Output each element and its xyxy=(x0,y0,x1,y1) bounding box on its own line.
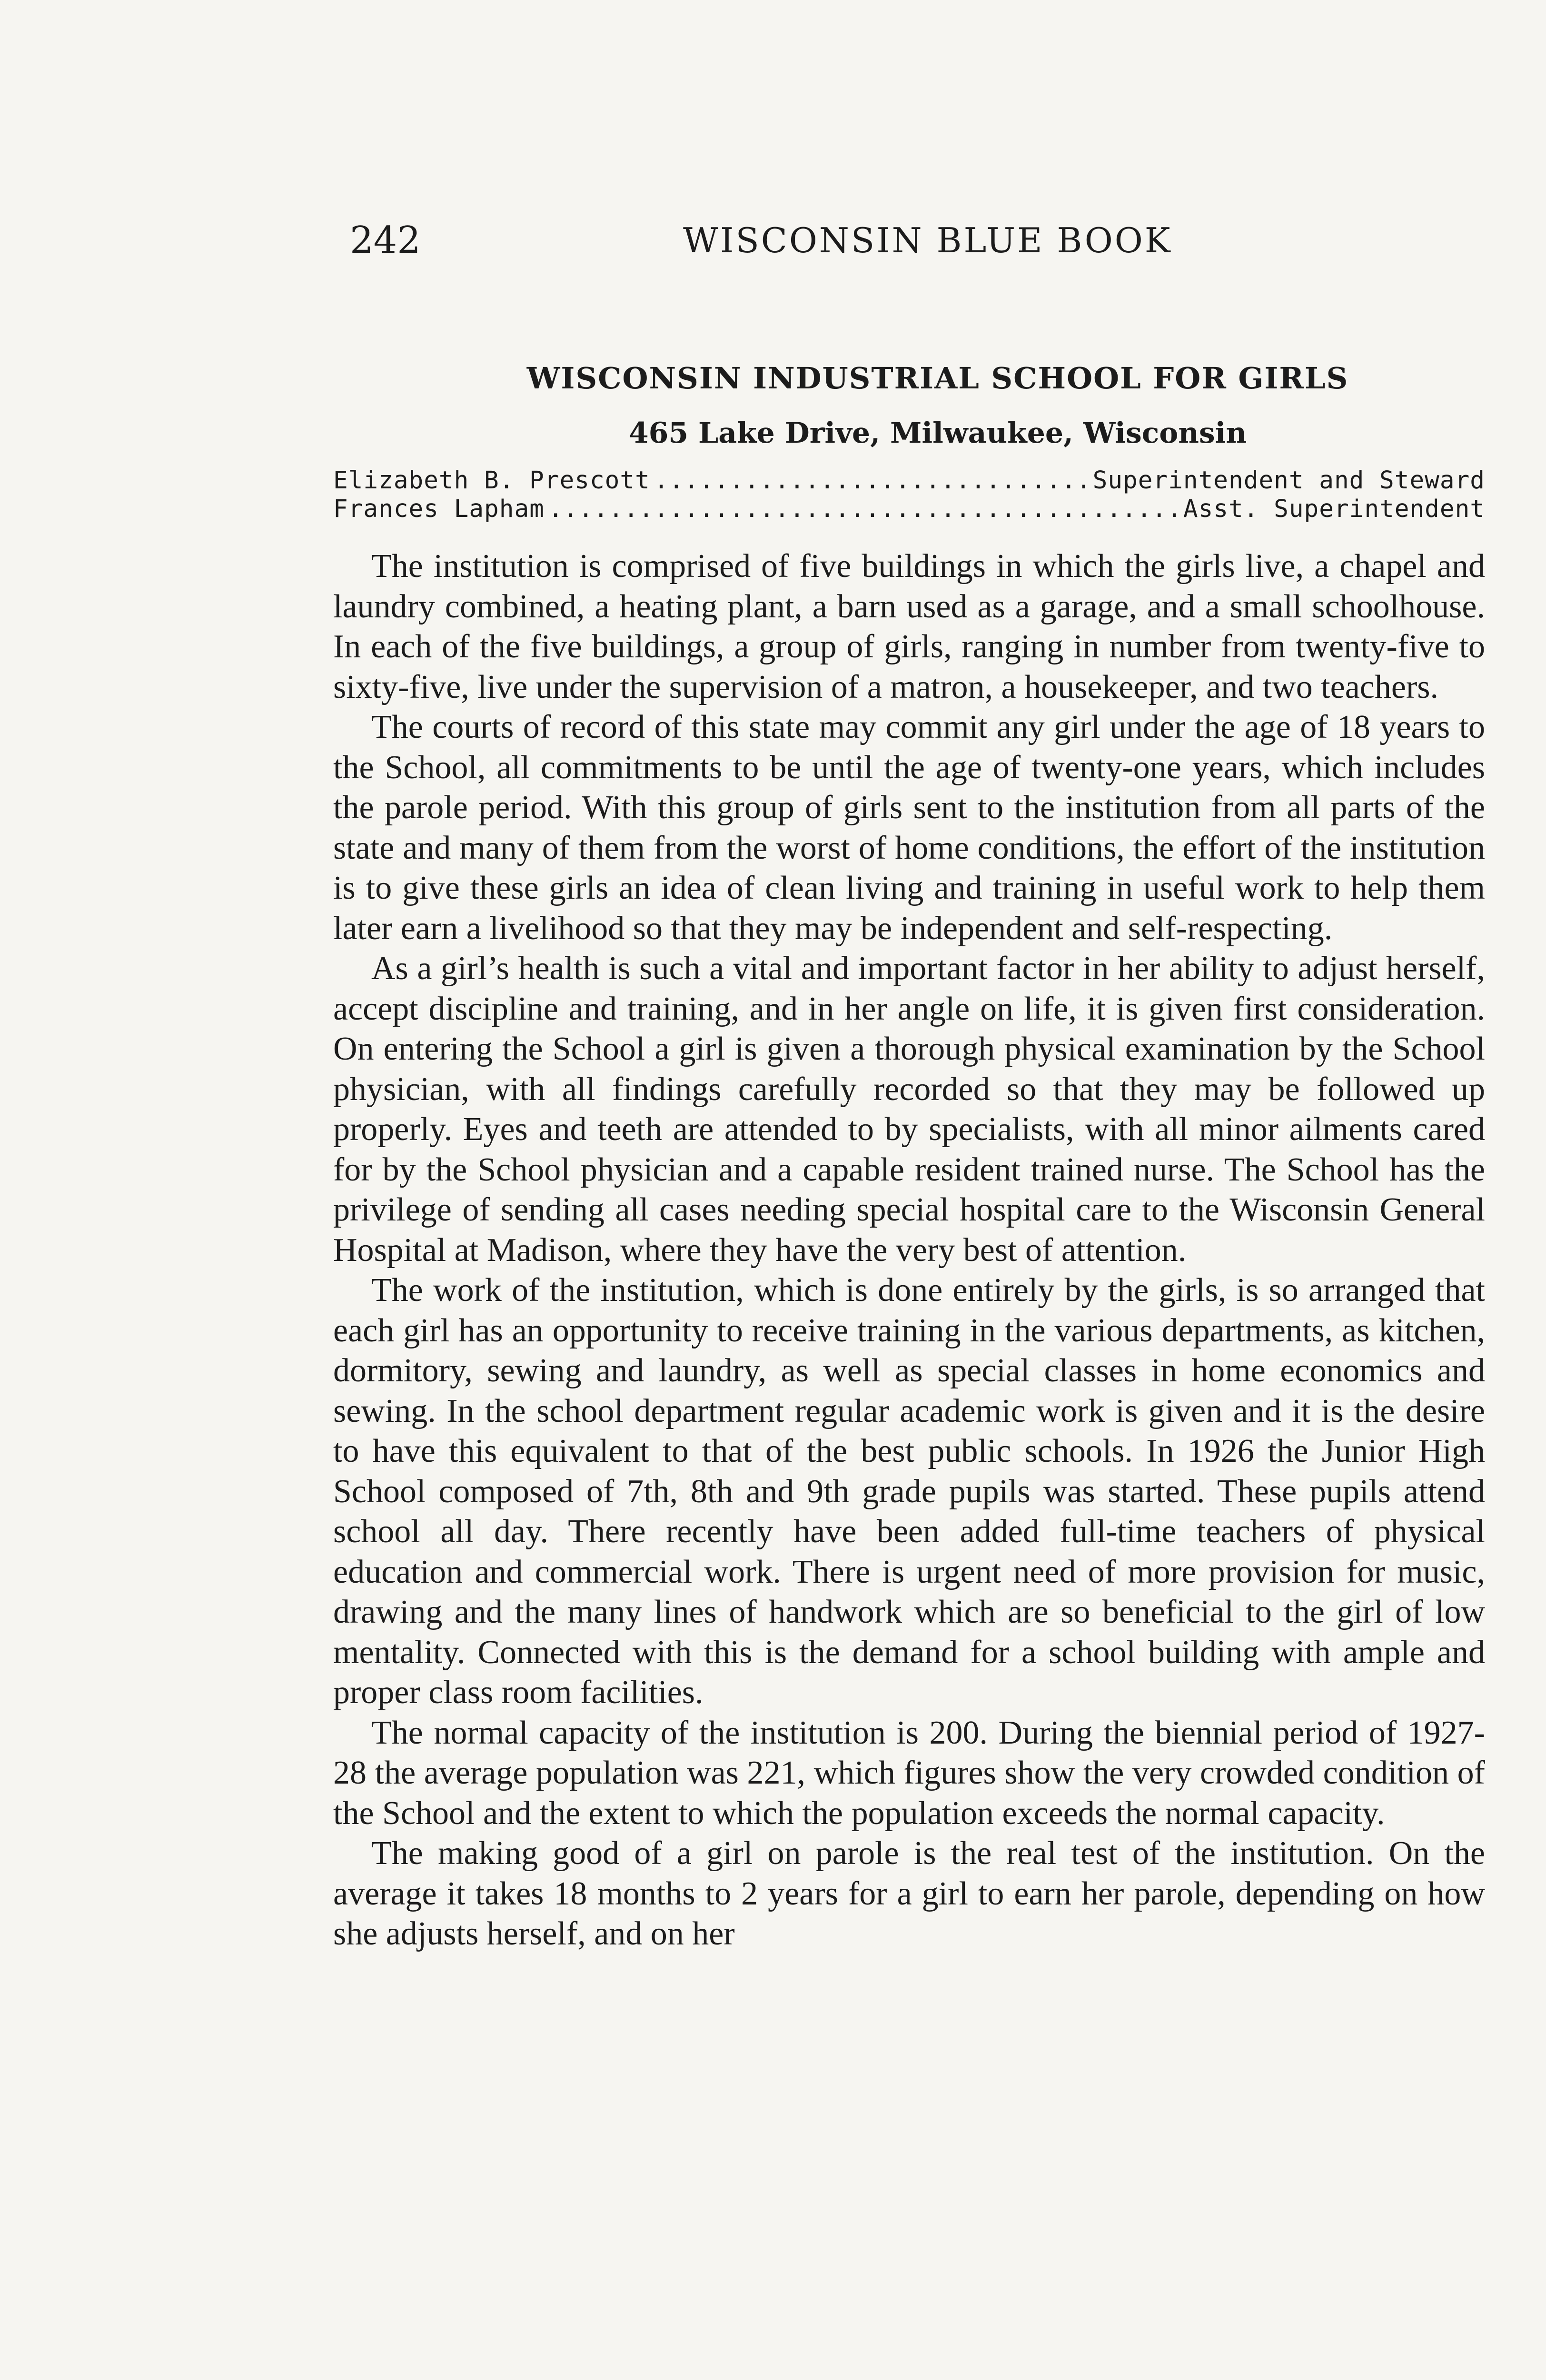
staff-title: Asst. Superintendent xyxy=(1183,495,1485,523)
staff-row xyxy=(333,495,1485,524)
institution-address: 465 Lake Drive, Milwaukee, Wisconsin xyxy=(628,416,1247,450)
staff-row xyxy=(333,466,1485,495)
page-number: 242 xyxy=(350,219,421,262)
paragraph-commitments: The courts of record of this state may commit any girl under the age of 18 years to the School, all commitments to be until the age of twenty-one years, which includes the parole period. With this group of girls sent to the institution from all parts of the state and many of them from the worst of home conditions, the effort of the institution is to give these girls an idea of clean living and training in useful work to help them later earn a livelihood so that they may be independent and self-respecting. xyxy=(333,709,1485,947)
body-text xyxy=(333,546,1485,1954)
book-title: WISCONSIN BLUE BOOK xyxy=(683,220,1172,260)
dot-leader xyxy=(548,495,1179,524)
paragraph-buildings: The institution is comprised of five buildings in which the girls live, a chapel and laundry combined, a heating plant, a barn used as a garage, and a small schoolhouse. In each of the five buildings, a group of girls, ranging in number from twenty-five to sixty-five, live under the supervision of a matron, a housekeeper, and two teachers. xyxy=(333,548,1485,705)
paragraph-work: The work of the institution, which is done entirely by the girls, is so arranged that each girl has an opportunity to receive training in the various departments, as kitchen, dormitory, sewing and laundry, as well as special classes in home economics and sewing. In the school department regular academic work is given and it is the desire to have this equivalent to that of the best public schools. In 1926 the Junior High School composed of 7th, 8th and 9th grade pupils was started. These pupils attend school all day. There recently have been added full-time teachers of physical education and commercial work. There is urgent need of more provision for music, drawing and the many lines of handwork which are so beneficial to the girl of low mentality. Connected with this is the demand for a school building with ample and proper class room facilities. xyxy=(333,1272,1485,1711)
section-title: WISCONSIN INDUSTRIAL SCHOOL FOR GIRLS xyxy=(526,361,1349,396)
running-head xyxy=(350,217,1487,264)
staff-list xyxy=(333,466,1485,524)
dot-leader xyxy=(654,466,1089,495)
staff-title: Superintendent and Steward xyxy=(1092,466,1485,495)
paragraph-health: As a girl’s health is such a vital and important factor in her ability to adjust herself, accept discipline and training, and in her angle on life, it is given first consideration. On entering the School a girl is given a thorough physical examination by the School physician, with all findings carefully recorded so that they may be followed up properly. Eyes and teeth are attended to by specialists, with all minor ailments cared for by the School physician and a capable resident trained nurse. The School has the privilege of sending all cases needing special hospital care to the Wisconsin General Hospital at Madison, where they have the very best of attention. xyxy=(333,950,1485,1269)
page-content xyxy=(333,352,1485,1954)
staff-name: Frances Lapham xyxy=(333,495,545,523)
paragraph-parole: The making good of a girl on parole is the real test of the institution. On the average it takes 18 months to 2 years for a girl to earn her parole, depending on how she adjusts herself, and on her xyxy=(333,1835,1485,1952)
staff-name: Elizabeth B. Prescott xyxy=(333,466,650,495)
paragraph-capacity: The normal capacity of the institution is 200. During the biennial period of 1927-28 the average population was 221, which figures show the very crowded condition of the School and the extent to which the population exceeds the normal capacity. xyxy=(333,1714,1485,1832)
